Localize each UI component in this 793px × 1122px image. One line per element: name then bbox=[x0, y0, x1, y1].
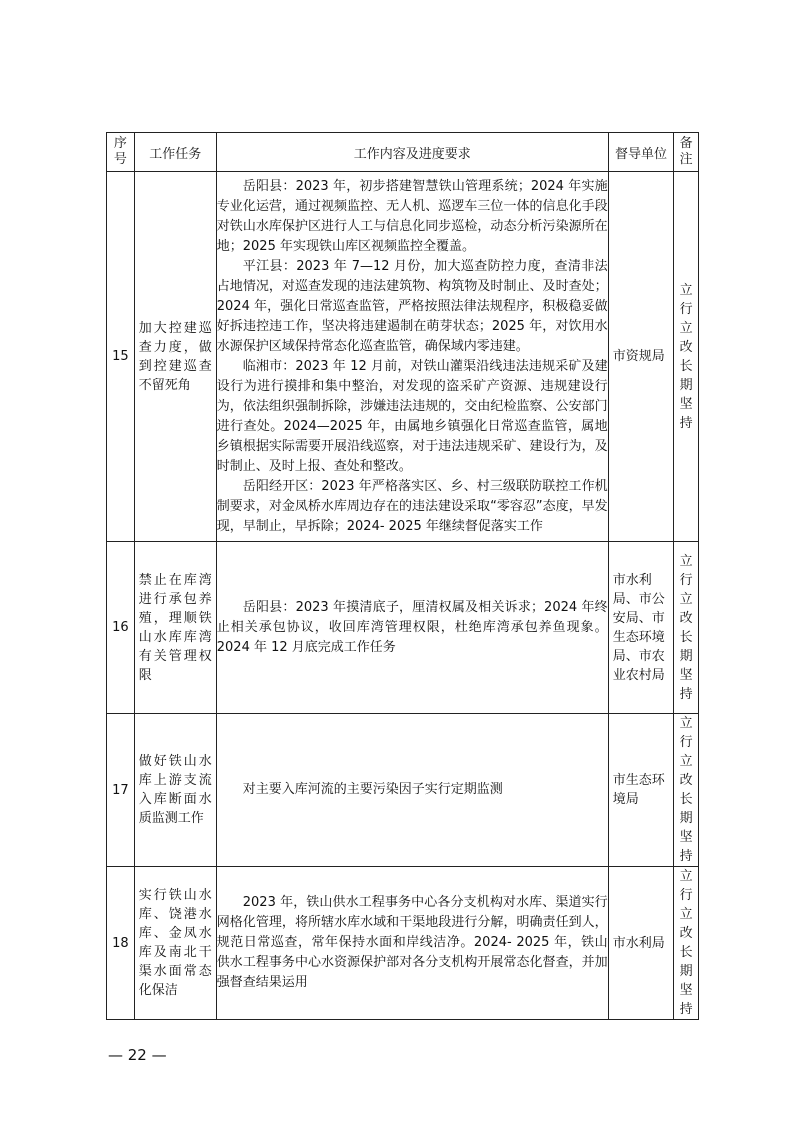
content-paragraph: 岳阳县：2023 年，初步搭建智慧铁山管理系统；2024 年实施专业化运营，通过视频监控、无人机、巡逻车三位一体的信息化手段对铁山水库保护区进行人工与信息化同步巡检，动态分析污染源所在地；2025 年实现铁山库区视频监控全覆盖。 bbox=[216, 178, 608, 254]
row-task: 实行铁山水库、饶港水库、金凤水库及南北干渠水面常态化保洁 bbox=[134, 867, 216, 1020]
content-paragraph: 岳阳县：2023 年摸清底子，厘清权属及相关诉求；2024 年终止相关承包协议，收回库湾管理权限，杜绝库湾承包养鱼现象。2024 年 12 月底完成工作任务 bbox=[216, 599, 608, 655]
row-content bbox=[216, 714, 608, 867]
header-unit: 督导单位 bbox=[608, 133, 674, 172]
header-note: 备 注 bbox=[674, 133, 699, 172]
table-row bbox=[107, 867, 699, 1020]
content-paragraph: 2023 年，铁山供水工程事务中心各分支机构对水库、渠道实行网格化管理，将所辖水库水域和干渠地段进行分解，明确责任到人，规范日常巡查，常年保持水面和岸线洁净。2024- 2025 年，铁山供水工程事务中心水资源保护部对各分支机构开展常态化督查，并加强督查结果运用 bbox=[216, 895, 608, 990]
row-number: 18 bbox=[107, 867, 135, 1020]
row-task: 加大控建巡查力度，做到控建巡查不留死角 bbox=[134, 172, 216, 542]
row-unit: 市水利局 bbox=[608, 867, 674, 1020]
row-note: 立 行 立 改 长 期 坚 持 bbox=[674, 867, 699, 1020]
table-header-row bbox=[107, 133, 699, 172]
content-paragraph: 对主要入库河流的主要污染因子实行定期监测 bbox=[242, 782, 503, 797]
row-note: 立 行 立 改 长 期 坚 持 bbox=[674, 542, 699, 714]
page-number: — 22 — bbox=[108, 1046, 167, 1064]
table-row bbox=[107, 542, 699, 714]
table-row bbox=[107, 172, 699, 542]
task-table bbox=[106, 132, 699, 1020]
row-number: 17 bbox=[107, 714, 135, 867]
row-task: 禁止在库湾进行承包养殖，理顺铁山水库库湾有关管理权限 bbox=[134, 542, 216, 714]
row-content bbox=[216, 867, 608, 1020]
row-unit: 市水利局、市公安局、市生态环境局、市农业农村局 bbox=[608, 542, 674, 714]
header-task: 工作任务 bbox=[134, 133, 216, 172]
header-content: 工作内容及进度要求 bbox=[216, 133, 608, 172]
row-number: 15 bbox=[107, 172, 135, 542]
content-paragraph: 平江县：2023 年 7—12 月份，加大巡查防控力度，查清非法占地情况，对巡查发现的违法建筑物、构筑物及时制止、及时查处；2024 年，强化日常巡查监管，严格按照法律法规程序，积极稳妥做好拆违控违工作，坚决将违建遏制在萌芽状态；2025 年，对饮用水水源保护区域保持常态化巡查监管，确保域内零违建。 bbox=[216, 258, 608, 354]
header-no: 序 号 bbox=[107, 133, 135, 172]
row-note: 立 行 立 改 长 期 坚 持 bbox=[674, 714, 699, 867]
row-content bbox=[216, 542, 608, 714]
content-paragraph: 临湘市：2023 年 12 月前，对铁山灌渠沿线违法违规采矿及建设行为进行摸排和集中整治，对发现的盗采矿产资源、违规建设行为，依法组织强制拆除，涉嫌违法违规的，交由纪检监察、公安部门进行查处。2024—2025 年，由属地乡镇强化日常巡查监管，属地乡镇根据实际需要开展沿线巡察，对于违法违规采矿、建设行为，及时制止、及时上报、查处和整改。 bbox=[216, 358, 608, 474]
row-note: 立 行 立 改 长 期 坚 持 bbox=[674, 172, 699, 542]
row-content bbox=[216, 172, 608, 542]
row-number: 16 bbox=[107, 542, 135, 714]
row-task: 做好铁山水库上游支流入库断面水质监测工作 bbox=[134, 714, 216, 867]
row-unit: 市资规局 bbox=[608, 172, 674, 542]
table-row bbox=[107, 714, 699, 867]
row-unit: 市生态环境局 bbox=[608, 714, 674, 867]
content-paragraph: 岳阳经开区：2023 年严格落实区、乡、村三级联防联控工作机制要求，对金凤桥水库周边存在的违法建设采取“零容忍”态度，早发现，早制止，早拆除；2024- 2025 年继续督促落实工作 bbox=[216, 478, 608, 534]
